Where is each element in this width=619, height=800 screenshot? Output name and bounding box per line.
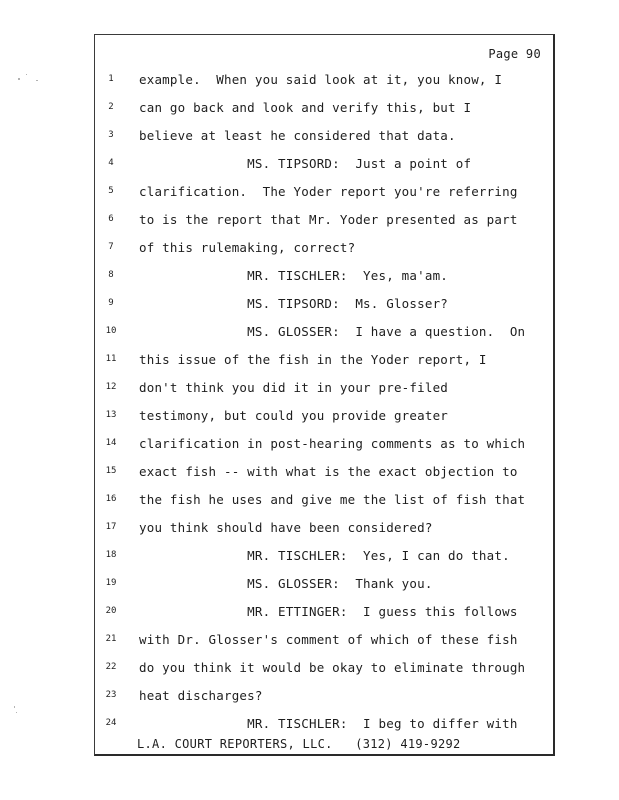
line-number: 21 xyxy=(105,634,117,644)
line-number: 20 xyxy=(105,606,117,616)
line-number: 15 xyxy=(105,466,117,476)
line-number: 2 xyxy=(108,102,114,112)
line-text: heat discharges? xyxy=(139,688,263,703)
line-text: to is the report that Mr. Yoder presented as part xyxy=(139,212,518,227)
page-number: Page 90 xyxy=(488,47,541,61)
transcript-line xyxy=(95,660,553,676)
line-text: don't think you did it in your pre-filed xyxy=(139,380,449,395)
line-text: example. When you said look at it, you know, I xyxy=(139,72,503,87)
scan-speck xyxy=(18,78,20,80)
transcript-line xyxy=(95,352,553,368)
line-text: MS. GLOSSER: I have a question. On xyxy=(139,324,526,339)
transcript-line xyxy=(95,268,553,284)
transcript-line xyxy=(95,212,553,228)
line-text: you think should have been considered? xyxy=(139,520,433,535)
transcript-line xyxy=(95,296,553,312)
line-number: 19 xyxy=(105,578,117,588)
transcript-line xyxy=(95,632,553,648)
line-number: 12 xyxy=(105,382,117,392)
transcript-line xyxy=(95,324,553,340)
line-number: 13 xyxy=(105,410,117,420)
transcript-line xyxy=(95,184,553,200)
line-text: MS. TIPSORD: Ms. Glosser? xyxy=(139,296,449,311)
transcript-line xyxy=(95,464,553,480)
line-number: 7 xyxy=(108,242,114,252)
line-text: do you think it would be okay to eliminate through xyxy=(139,660,526,675)
transcript-line xyxy=(95,576,553,592)
transcript-line xyxy=(95,604,553,620)
transcript-line xyxy=(95,436,553,452)
transcript-line xyxy=(95,716,553,732)
line-text: MR. TISCHLER: Yes, ma'am. xyxy=(139,268,449,283)
transcript-line xyxy=(95,688,553,704)
line-text: testimony, but could you provide greater xyxy=(139,408,449,423)
line-number: 16 xyxy=(105,494,117,504)
scan-speck xyxy=(26,74,27,75)
line-text: can go back and look and verify this, but I xyxy=(139,100,472,115)
transcript-line xyxy=(95,408,553,424)
line-text: exact fish -- with what is the exact objection to xyxy=(139,464,518,479)
line-number: 6 xyxy=(108,214,114,224)
line-text: with Dr. Glosser's comment of which of these fish xyxy=(139,632,518,647)
line-number: 14 xyxy=(105,438,117,448)
line-number: 3 xyxy=(108,130,114,140)
scan-speck xyxy=(16,712,17,713)
line-number: 5 xyxy=(108,186,114,196)
transcript-line xyxy=(95,72,553,88)
line-number: 9 xyxy=(108,298,114,308)
transcript-line xyxy=(95,240,553,256)
line-text: clarification. The Yoder report you're referring xyxy=(139,184,518,199)
transcript-line xyxy=(95,492,553,508)
line-text: MS. TIPSORD: Just a point of xyxy=(139,156,472,171)
line-number: 18 xyxy=(105,550,117,560)
line-text: MR. TISCHLER: I beg to differ with xyxy=(139,716,518,731)
line-text: the fish he uses and give me the list of fish that xyxy=(139,492,526,507)
line-number: 10 xyxy=(105,326,117,336)
line-text: clarification in post-hearing comments as to which xyxy=(139,436,526,451)
line-text: believe at least he considered that data. xyxy=(139,128,456,143)
line-text: MR. ETTINGER: I guess this follows xyxy=(139,604,518,619)
transcript-line xyxy=(95,380,553,396)
transcript-line xyxy=(95,548,553,564)
transcript-page xyxy=(94,34,555,756)
court-reporter-footer: L.A. COURT REPORTERS, LLC. (312) 419-9292 xyxy=(137,737,461,751)
scan-speck xyxy=(14,706,15,708)
line-number: 17 xyxy=(105,522,117,532)
transcript-line xyxy=(95,156,553,172)
transcript-line xyxy=(95,520,553,536)
transcript-line xyxy=(95,128,553,144)
line-number: 22 xyxy=(105,662,117,672)
line-number: 24 xyxy=(105,718,117,728)
line-text: of this rulemaking, correct? xyxy=(139,240,356,255)
transcript-line xyxy=(95,100,553,116)
line-text: this issue of the fish in the Yoder report, I xyxy=(139,352,487,367)
line-number: 23 xyxy=(105,690,117,700)
line-number: 1 xyxy=(108,74,114,84)
scan-speck xyxy=(36,80,38,81)
line-number: 11 xyxy=(105,354,117,364)
line-number: 8 xyxy=(108,270,114,280)
line-text: MR. TISCHLER: Yes, I can do that. xyxy=(139,548,510,563)
line-text: MS. GLOSSER: Thank you. xyxy=(139,576,433,591)
line-number: 4 xyxy=(108,158,114,168)
